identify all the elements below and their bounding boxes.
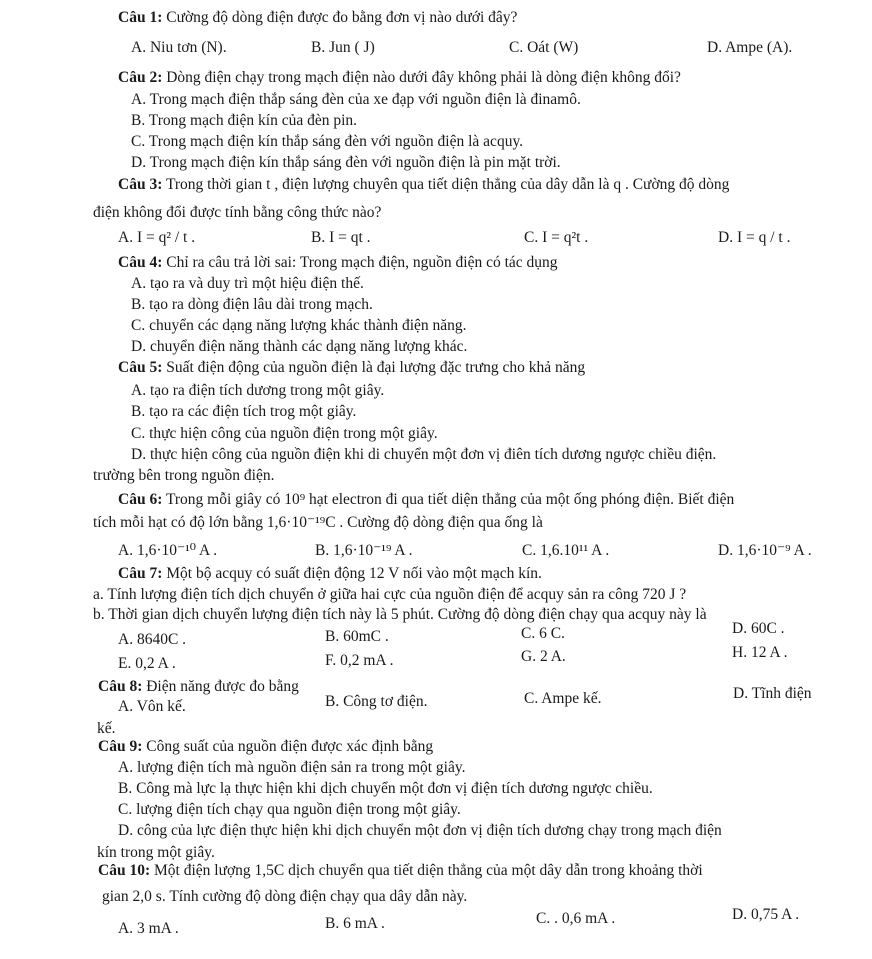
question-label: Câu 6:: [118, 491, 163, 508]
question-7: [118, 564, 542, 584]
q8-option-b[interactable]: B. Công tơ điện.: [325, 693, 428, 710]
q8-option-a[interactable]: A. Vôn kế.: [118, 698, 186, 715]
q5-option-d-cont: trường bên trong nguồn điện.: [93, 467, 275, 484]
q6-option-b[interactable]: B. 1,6·10⁻¹⁹ A .: [315, 542, 413, 559]
q8-option-d[interactable]: D. Tĩnh điện: [733, 685, 812, 702]
q4-option-d[interactable]: D. chuyển điện năng thành các dạng năng lượng khác.: [131, 338, 468, 355]
question-text: Trong mỗi giây có 10⁹ hạt electron đi qua tiết diện thẳng của một ống phóng điện. Biết điện: [165, 491, 735, 508]
question-5: [118, 358, 585, 378]
q7-option-a[interactable]: A. 8640C .: [118, 631, 187, 648]
q2-option-a[interactable]: A. Trong mạch điện thắp sáng đèn của xe đạp với nguồn điện là đinamô.: [131, 91, 581, 108]
question-text: Một bộ acquy có suất điện động 12 V nối vào một mạch kín.: [166, 565, 542, 582]
q2-option-c[interactable]: C. Trong mạch điện kín thắp sáng đèn với nguồn điện là acquy.: [131, 133, 524, 150]
q6-option-c[interactable]: C. 1,6.10¹¹ A .: [522, 542, 610, 559]
question-2: [118, 68, 681, 88]
question-4: [118, 253, 558, 273]
q10-option-d[interactable]: D. 0,75 A .: [732, 906, 800, 923]
q7-option-f[interactable]: F. 0,2 mA .: [325, 652, 394, 669]
q4-option-b[interactable]: B. tạo ra dòng điện lâu dài trong mạch.: [131, 296, 373, 313]
question-7-part-b: b. Thời gian dịch chuyển lượng điện tích này là 5 phút. Cường độ dòng điện chạy qua acquy này là: [93, 606, 707, 623]
q7-option-e[interactable]: E. 0,2 A .: [118, 655, 176, 672]
question-text: Chỉ ra câu trả lời sai: Trong mạch điện, nguồn điện có tác dụng: [166, 254, 558, 271]
question-9: [98, 737, 433, 757]
question-label: Câu 5:: [118, 359, 163, 376]
question-text: Công suất của nguồn điện được xác định bằng: [146, 738, 434, 755]
q7-option-h[interactable]: H. 12 A .: [732, 644, 788, 661]
q3-option-a[interactable]: A. I = q² / t .: [118, 229, 196, 246]
q5-option-a[interactable]: A. tạo ra điện tích dương trong một giây.: [131, 382, 385, 399]
q8-option-d-cont: kế.: [97, 720, 116, 737]
question-text: Suất điện động của nguồn điện là đại lượng đặc trưng cho khả năng: [166, 359, 586, 376]
question-text: Cường độ dòng điện được đo bằng đơn vị nào dưới đây?: [166, 9, 518, 26]
question-10-cont: gian 2,0 s. Tính cường độ dòng điện chạy qua dây dẫn này.: [102, 888, 468, 905]
q10-option-c[interactable]: C. . 0,6 mA .: [536, 910, 616, 927]
question-label: Câu 7:: [118, 565, 163, 582]
q8-option-c[interactable]: C. Ampe kế.: [524, 690, 602, 707]
q7-option-g[interactable]: G. 2 A.: [521, 648, 566, 665]
question-1: [118, 8, 517, 28]
q9-option-a[interactable]: A. lượng điện tích mà nguồn điện sản ra trong một giây.: [118, 759, 466, 776]
question-text: Một điện lượng 1,5C dịch chuyển qua tiết diện thẳng của một dây dẫn trong khoảng thời: [153, 862, 703, 879]
q4-option-c[interactable]: C. chuyển các dạng năng lượng khác thành điện năng.: [131, 317, 467, 334]
q9-option-c[interactable]: C. lượng điện tích chạy qua nguồn điện trong một giây.: [118, 801, 461, 818]
q7-option-d[interactable]: D. 60C .: [732, 620, 785, 637]
q9-option-d-cont: kín trong một giây.: [97, 844, 215, 861]
q6-option-d[interactable]: D. 1,6·10⁻⁹ A .: [718, 542, 812, 559]
question-3-cont: điện không đổi được tính bằng công thức nào?: [93, 204, 382, 221]
question-label: Câu 10:: [98, 862, 151, 879]
q5-option-c[interactable]: C. thực hiện công của nguồn điện trong một giây.: [131, 425, 438, 442]
q7-option-b[interactable]: B. 60mC .: [325, 628, 389, 645]
question-text: Trong thời gian t , điện lượng chuyên qua tiết diện thẳng của dây dẫn là q . Cường độ dòng: [165, 176, 730, 193]
question-label: Câu 9:: [98, 738, 143, 755]
question-text: Điện năng được đo bằng: [146, 678, 299, 695]
question-8: [98, 677, 299, 697]
question-10: [98, 861, 703, 881]
q6-option-a[interactable]: A. 1,6·10⁻¹⁰ A .: [118, 542, 218, 559]
q4-option-a[interactable]: A. tạo ra và duy trì một hiệu điện thế.: [131, 275, 364, 292]
q10-option-a[interactable]: A. 3 mA .: [118, 920, 179, 937]
question-label: Câu 8:: [98, 678, 143, 695]
question-label: Câu 3:: [118, 176, 163, 193]
q3-option-c[interactable]: C. I = q²t .: [524, 229, 589, 246]
question-label: Câu 2:: [118, 69, 163, 86]
q1-option-a[interactable]: A. Niu tơn (N).: [131, 39, 227, 56]
question-label: Câu 1:: [118, 9, 163, 26]
q3-option-b[interactable]: B. I = qt .: [311, 229, 371, 246]
question-6-cont: tích mỗi hạt có độ lớn bằng 1,6·10⁻¹⁹C . Cường độ dòng điện qua ống là: [93, 514, 543, 531]
question-6: [118, 490, 734, 510]
q1-option-b[interactable]: B. Jun ( J): [311, 39, 375, 56]
question-label: Câu 4:: [118, 254, 163, 271]
question-3: [118, 175, 729, 195]
question-7-part-a: a. Tính lượng điện tích dịch chuyển ở giữa hai cực của nguồn điện để acquy sản ra công 720 J ?: [93, 586, 687, 603]
q2-option-b[interactable]: B. Trong mạch điện kín của đèn pin.: [131, 112, 358, 129]
q1-option-d[interactable]: D. Ampe (A).: [707, 39, 793, 56]
q10-option-b[interactable]: B. 6 mA .: [325, 915, 385, 932]
q5-option-d[interactable]: D. thực hiện công của nguồn điện khi di chuyển một đơn vị điên tích dương ngược chiều điện.: [131, 446, 717, 463]
q9-option-b[interactable]: B. Công mà lực lạ thực hiện khi dịch chuyển một đơn vị điện tích dương ngược chiều.: [118, 780, 653, 797]
q9-option-d[interactable]: D. công của lực điện thực hiện khi dịch chuyển một đơn vị điện tích dương chạy trong mạch điện: [118, 822, 722, 839]
question-text: Dòng điện chạy trong mạch điện nào dưới đây không phải là dòng điện không đổi?: [166, 69, 681, 86]
q3-option-d[interactable]: D. I = q / t .: [718, 229, 791, 246]
q7-option-c[interactable]: C. 6 C.: [521, 625, 565, 642]
q1-option-c[interactable]: C. Oát (W): [509, 39, 579, 56]
q5-option-b[interactable]: B. tạo ra các điện tích trog một giây.: [131, 403, 357, 420]
q2-option-d[interactable]: D. Trong mạch điện kín thắp sáng đèn với nguồn điện là pin mặt trời.: [131, 154, 561, 171]
